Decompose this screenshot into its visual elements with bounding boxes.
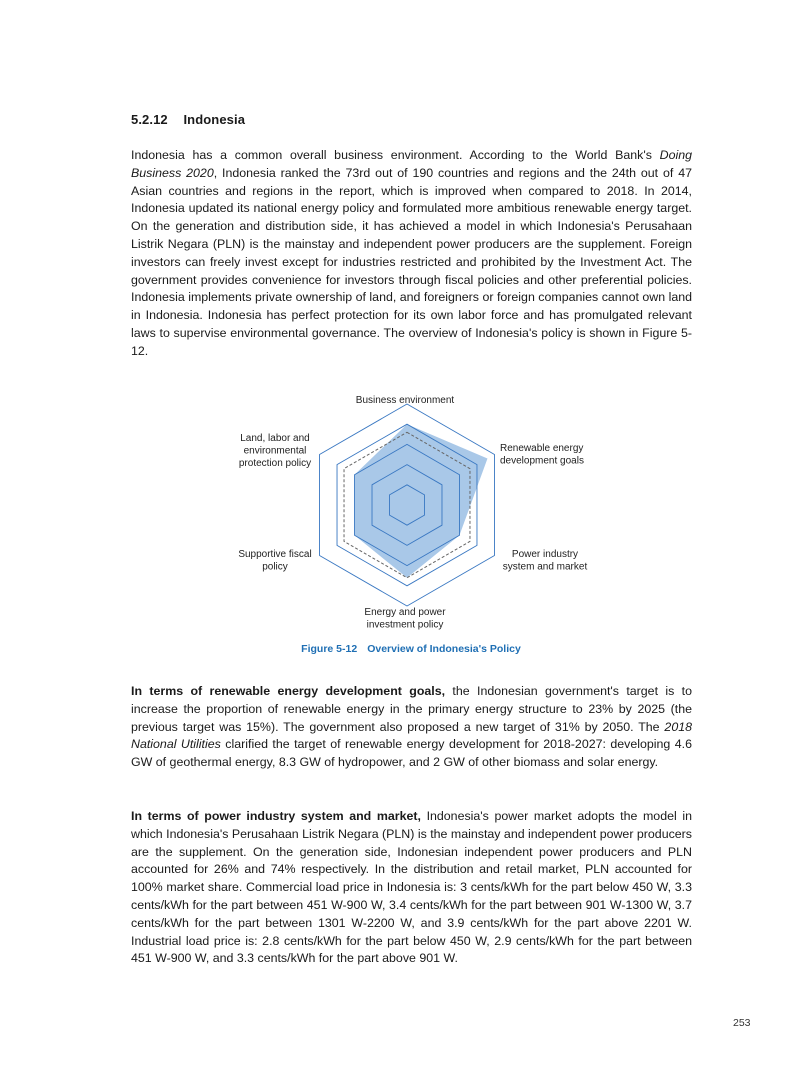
series-indonesia-area	[355, 424, 488, 578]
axis-label-6	[239, 433, 311, 469]
axis-label-line: protection policy	[238, 458, 312, 469]
page-number: 253	[733, 1017, 751, 1029]
axis-label-line: development goals	[500, 455, 584, 467]
power-market-paragraph	[131, 808, 692, 968]
axis-label-line: Land, labor and	[240, 433, 310, 444]
policy-radar-chart	[200, 385, 620, 637]
figure-title: Overview of Indonesia's Policy	[367, 643, 521, 655]
axis-label-line: environmental	[243, 445, 307, 457]
figure-caption	[0, 643, 793, 655]
axis-label-3	[503, 549, 588, 573]
axis-label-line: policy	[262, 561, 288, 573]
renewable-goals-lead: In terms of renewable energy development goals,	[131, 684, 446, 698]
power-market-lead: In terms of power industry system and market,	[131, 809, 421, 823]
axis-label-line: Power industry	[511, 549, 579, 560]
renewable-goals-text-1: the Indonesian government's target is to increase the proportion of renewable energy in the primary energy structure to 23% by 2025 (the previous target was 15%). The government also proposed a new target of 31% by 2050. The	[131, 684, 693, 734]
axis-label-2	[500, 443, 584, 467]
axis-label-line: Supportive fiscal	[238, 549, 312, 560]
axis-label-line: Business environment	[355, 395, 455, 406]
axis-label-line: system and market	[502, 561, 588, 573]
section-title: Indonesia	[183, 112, 246, 127]
intro-text-1: Indonesia has a common overall business environment. According to the World Bank's	[131, 148, 660, 162]
section-number: 5.2.12	[131, 112, 168, 127]
national-utilities-title: 2018 National Utilities	[131, 719, 692, 752]
axis-label-1	[356, 395, 455, 406]
power-market-text: Indonesia's power market adopts the model in which Indonesia's Perusahaan Listrik Negara (PLN) is the mainstay and independent power producers are the supplement. On the generation side, Indonesian independent power producers and PLN accounted for 26% and 74% respectively. In the distribution and retail market, PLN accounted for 100% market share. Commercial load price in Indonesia is: 3 cents/kWh for the part below 450 W, 3.3 cents/kWh for the part between 451 W-900 W, 3.4 cents/kWh for the part between 901 W-1300 W, 3.7 cents/kWh for the part between 1301 W-2200 W, and 3.9 cents/kWh for the part above 2201 W. Industrial load price is: 2.8 cents/kWh for the part below 450 W, 2.9 cents/kWh for the part between 451 W-900 W, and 3.3 cents/kWh for the part above 901 W.	[131, 809, 692, 966]
intro-text-2: , Indonesia ranked the 73rd out of 190 countries and regions and the 24th out of 47 Asian countries and regions in the report, which is improved when compared to 2018. In 2014, Indonesia updated its national energy policy and formulated more ambitious renewable energy target. On the generation and distribution side, it has achieved a model in which Indonesia's Perusahaan Listrik Negara (PLN) is the mainstay and independent power producers are the supplement. Foreign investors can freely invest except for industries restricted and prohibited by the Investment Act. The government provides convenience for investors through fiscal policies and other preferential policies. Indonesia implements private ownership of land, and foreigners or foreign companies cannot own land in Indonesia. Indonesia has perfect protection for its own labor force and has promulgated relevant laws to supervise environmental governance. The overview of Indonesia's policy is shown in Figure 5-12.	[131, 165, 692, 358]
axis-label-4	[364, 607, 446, 631]
radar-svg	[200, 385, 620, 637]
axis-label-line: Renewable energy	[500, 443, 584, 454]
intro-paragraph	[131, 147, 692, 361]
figure-label: Figure 5-12	[301, 643, 358, 655]
renewable-goals-text-2: clarified the target of renewable energy development for 2018-2027: developing 4.6 GW of geothermal energy, 8.3 GW of hydropower, and 2 GW of other biomass and solar energy.	[131, 737, 692, 770]
section-heading	[131, 112, 245, 127]
axis-label-line: Energy and power	[364, 607, 446, 618]
axis-label-line: investment policy	[366, 619, 444, 631]
renewable-goals-paragraph	[131, 683, 692, 772]
doing-business-title: Doing Business 2020	[131, 148, 692, 180]
axis-label-5	[238, 549, 311, 573]
